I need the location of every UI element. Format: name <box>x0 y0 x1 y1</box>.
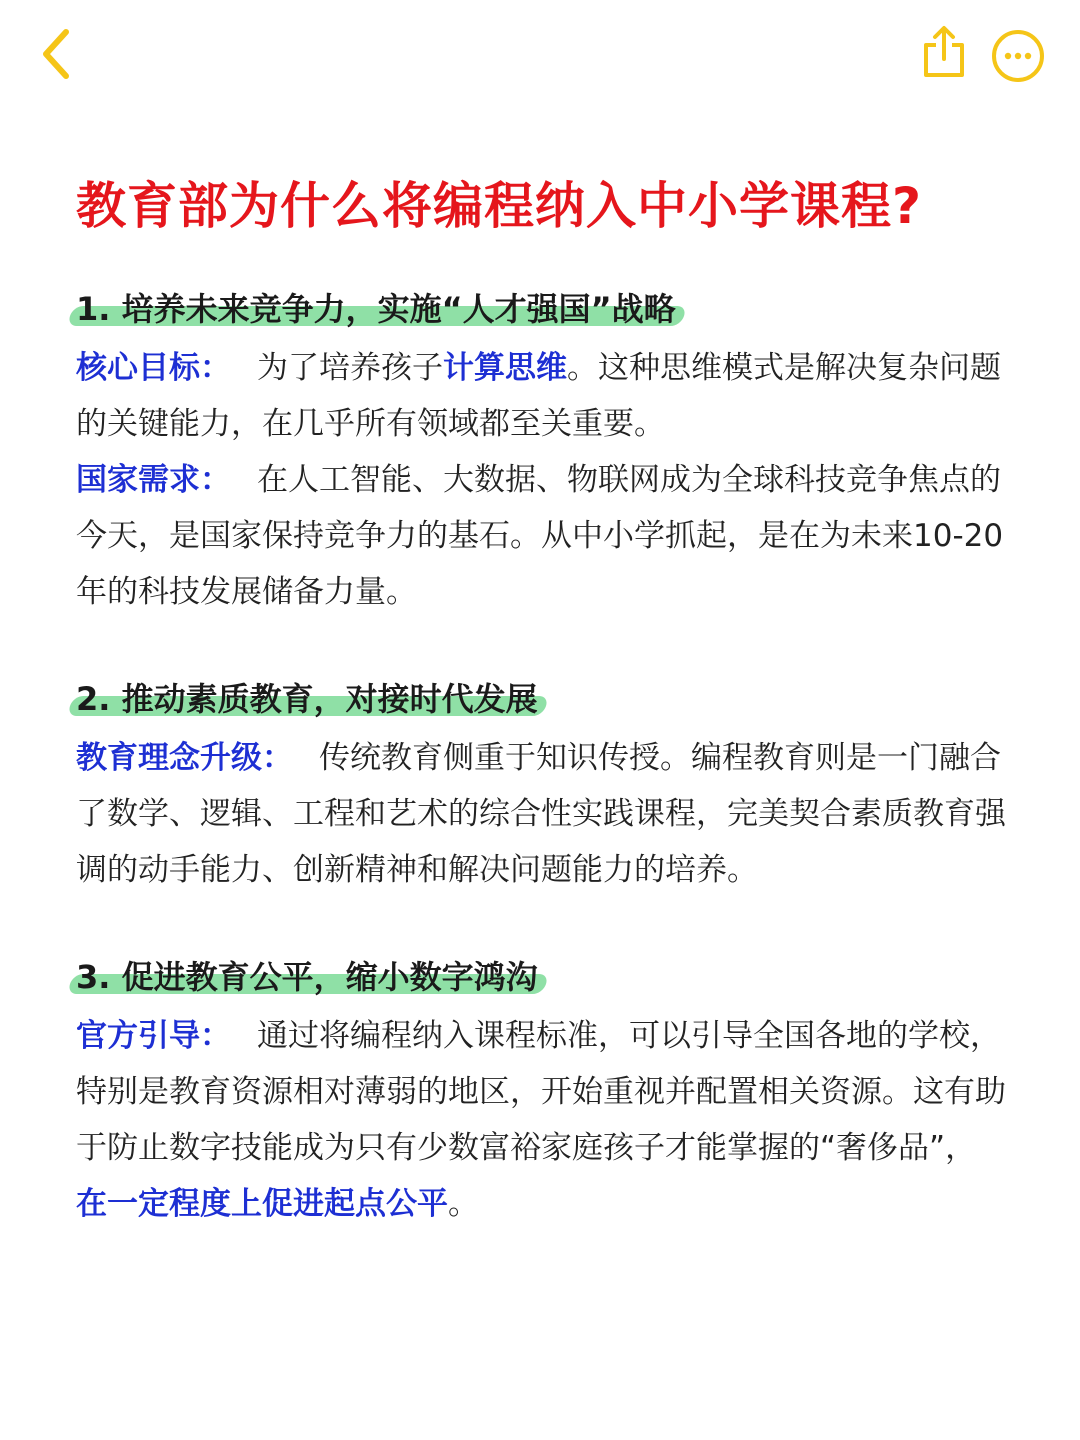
share-button[interactable] <box>914 22 974 82</box>
paragraph-text: 通过将编程纳入课程标准，可以引导全国各地的学校，特别是教育资源相对薄弱的地区，开始重视并配置相关资源。这有助于防止数字技能成为只有少数富裕家庭孩子才能掌握的“奢侈品”， <box>76 1018 1006 1166</box>
paragraph-label: 核心目标： <box>76 350 231 386</box>
page-title: 教育部为什么将编程纳入中小学课程? <box>76 177 923 235</box>
paragraph-education-upgrade <box>76 730 1006 898</box>
highlighted-text: 计算思维 <box>443 350 567 386</box>
section-2 <box>76 672 1006 898</box>
back-button[interactable] <box>28 22 84 86</box>
section-heading: 3. 促进教育公平，缩小数字鸿沟 <box>76 950 538 1004</box>
paragraph-official-guidance <box>76 1008 1006 1232</box>
paragraph-text: 在人工智能、大数据、物联网成为全球科技竞争焦点的今天，是国家保持竞争力的基石。从中小学抓起，是在为未来10-20年的科技发展储备力量。 <box>76 462 1004 610</box>
section-1 <box>76 282 1006 620</box>
more-icon <box>991 29 1045 83</box>
section-3 <box>76 950 1006 1232</box>
paragraph-label: 国家需求： <box>76 462 231 498</box>
paragraph-text: 。 <box>448 1186 479 1222</box>
paragraph-text: 传统教育侧重于知识传授。编程教育则是一门融合了数学、逻辑、工程和艺术的综合性实践课程，完美契合素质教育强调的动手能力、创新精神和解决问题能力的培养。 <box>76 740 1006 888</box>
paragraph-text: 。这种思维模式是解决复杂问题的关键能力，在几乎所有领域都至关重要。 <box>76 350 1001 442</box>
section-heading: 1. 培养未来竞争力，实施“人才强国”战略 <box>76 282 676 336</box>
top-nav-bar <box>0 0 1080 110</box>
highlighted-text: 在一定程度上促进起点公平 <box>76 1186 448 1222</box>
paragraph-label: 官方引导： <box>76 1018 231 1054</box>
paragraph-text: 为了培养孩子 <box>257 350 443 386</box>
share-icon <box>920 25 968 79</box>
chevron-left-icon <box>36 26 76 82</box>
section-heading: 2. 推动素质教育，对接时代发展 <box>76 672 538 726</box>
paragraph-national-need <box>76 452 1006 620</box>
note-content <box>76 168 1006 1284</box>
more-button[interactable] <box>990 28 1046 84</box>
paragraph-label: 教育理念升级： <box>76 740 293 776</box>
paragraph-core-goal <box>76 340 1006 452</box>
